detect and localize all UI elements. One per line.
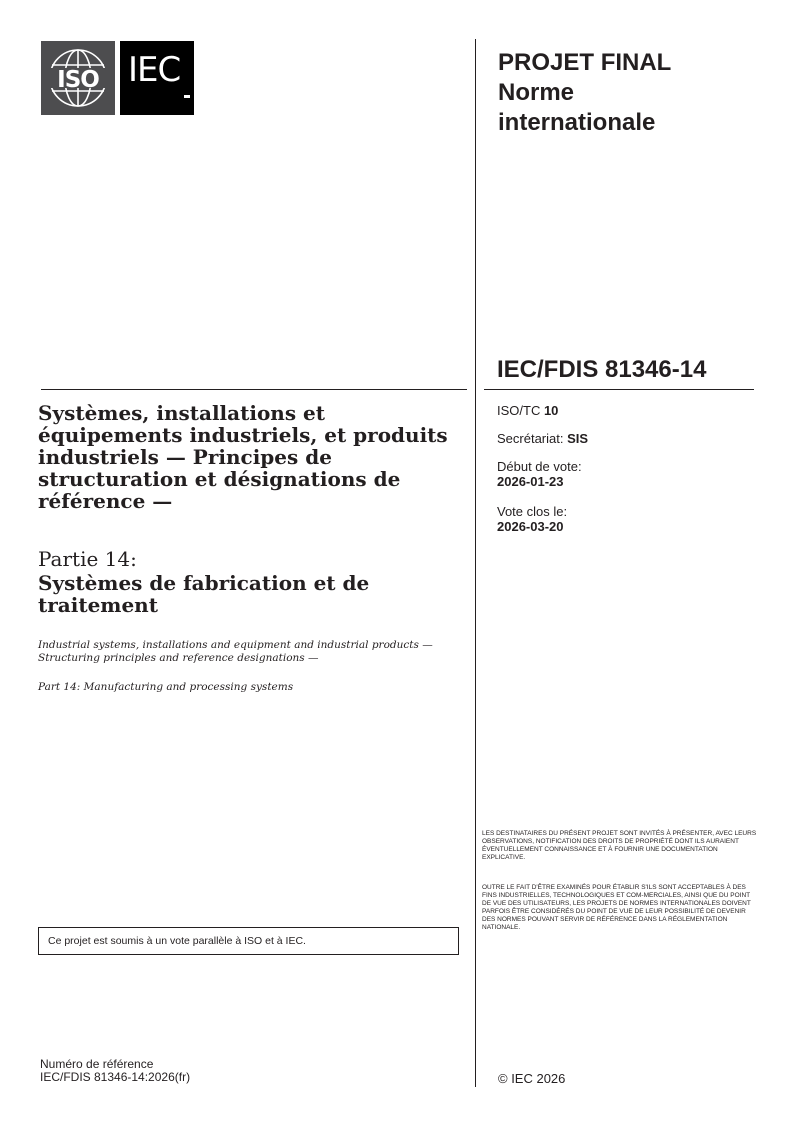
vote-start-value: 2026-01-23 (497, 474, 564, 489)
english-title: Industrial systems, installations and equipment and industrial products — Structuring principles and reference designations — (38, 639, 433, 664)
main-title: Systèmes, installations et équipements industriels, et produits industriels — Principes de structuration et désignations de référence — (38, 401, 448, 513)
iso-globe-icon (41, 41, 115, 115)
reference-value: IEC/FDIS 81346-14:2026(fr) (40, 1070, 191, 1084)
left-horizontal-rule (41, 389, 467, 390)
iso-logo (41, 41, 115, 115)
column-divider (475, 39, 476, 1087)
reference-label: Numéro de référence (40, 1057, 154, 1071)
committee-label: ISO/TC (497, 403, 544, 418)
vote-end-label: Vote clos le: (497, 504, 568, 519)
document-status: PROJET FINAL (498, 49, 672, 76)
copyright: © IEC 2026 (498, 1071, 566, 1086)
committee (497, 403, 558, 418)
vote-end (497, 504, 567, 534)
notice-paragraph-1: LES DESTINATAIRES DU PRÉSENT PROJET SONT INVITÉS À PRÉSENTER, AVEC LEURS OBSERVATIONS, NOTIFICATION DES DROITS DE PROPRIÉTÉ DONT ILS AURAIENT ÉVENTUELLEMENT CONNAISSANCE ET À FOURNIR UNE DOCUMENTATION EXPLICATIVE. (482, 830, 757, 861)
committee-value: 10 (543, 403, 559, 418)
notice-paragraph-2: OUTRE LE FAIT D'ÊTRE EXAMINÉS POUR ÉTABLIR S'ILS SONT ACCEPTABLES À DES FINS INDUSTRIELLES, TECHNOLOGIQUES ET COM-MERCIALES, AINSI QUE DU POINT DE VUE DES UTILISATEURS, LES PROJETS DE NORMES INTERNATIONALES DOIVENT PARFOIS ÊTRE CONSIDÉRÉS DU POINT DE VUE DE LEUR POSSIBILITÉ DE DEVENIR DES NORMES POUVANT SERVIR DE RÉFÉRENCE DANS LA RÉGLEMENTATION NATIONALE. (482, 884, 751, 931)
secretariat-value: SIS (567, 431, 589, 446)
vote-start (497, 459, 582, 489)
document-type-line2: internationale (498, 109, 656, 136)
parallel-vote-text: Ce projet est soumis à un vote parallèle à ISO et à IEC. (48, 935, 306, 947)
part-label: Partie 14: (38, 547, 137, 571)
document-type-line1: Norme (498, 79, 575, 106)
secretariat-label: Secrétariat: (497, 431, 568, 446)
right-horizontal-rule (484, 389, 754, 390)
iec-logo-text: IEC (128, 50, 181, 90)
secretariat (497, 431, 588, 446)
english-part-title: Part 14: Manufacturing and processing systems (38, 681, 294, 693)
iso-logo-text: ISO (57, 67, 99, 93)
parallel-vote-box (38, 927, 459, 955)
document-number: IEC/FDIS 81346-14 (497, 356, 707, 383)
iec-logo-bar (184, 95, 190, 98)
document-status-block (498, 48, 758, 138)
part-title: Systèmes de fabrication et de traitement (38, 571, 370, 617)
vote-start-label: Début de vote: (497, 459, 582, 474)
vote-end-value: 2026-03-20 (497, 519, 564, 534)
iec-logo (120, 41, 194, 115)
reference-number (40, 1058, 190, 1084)
